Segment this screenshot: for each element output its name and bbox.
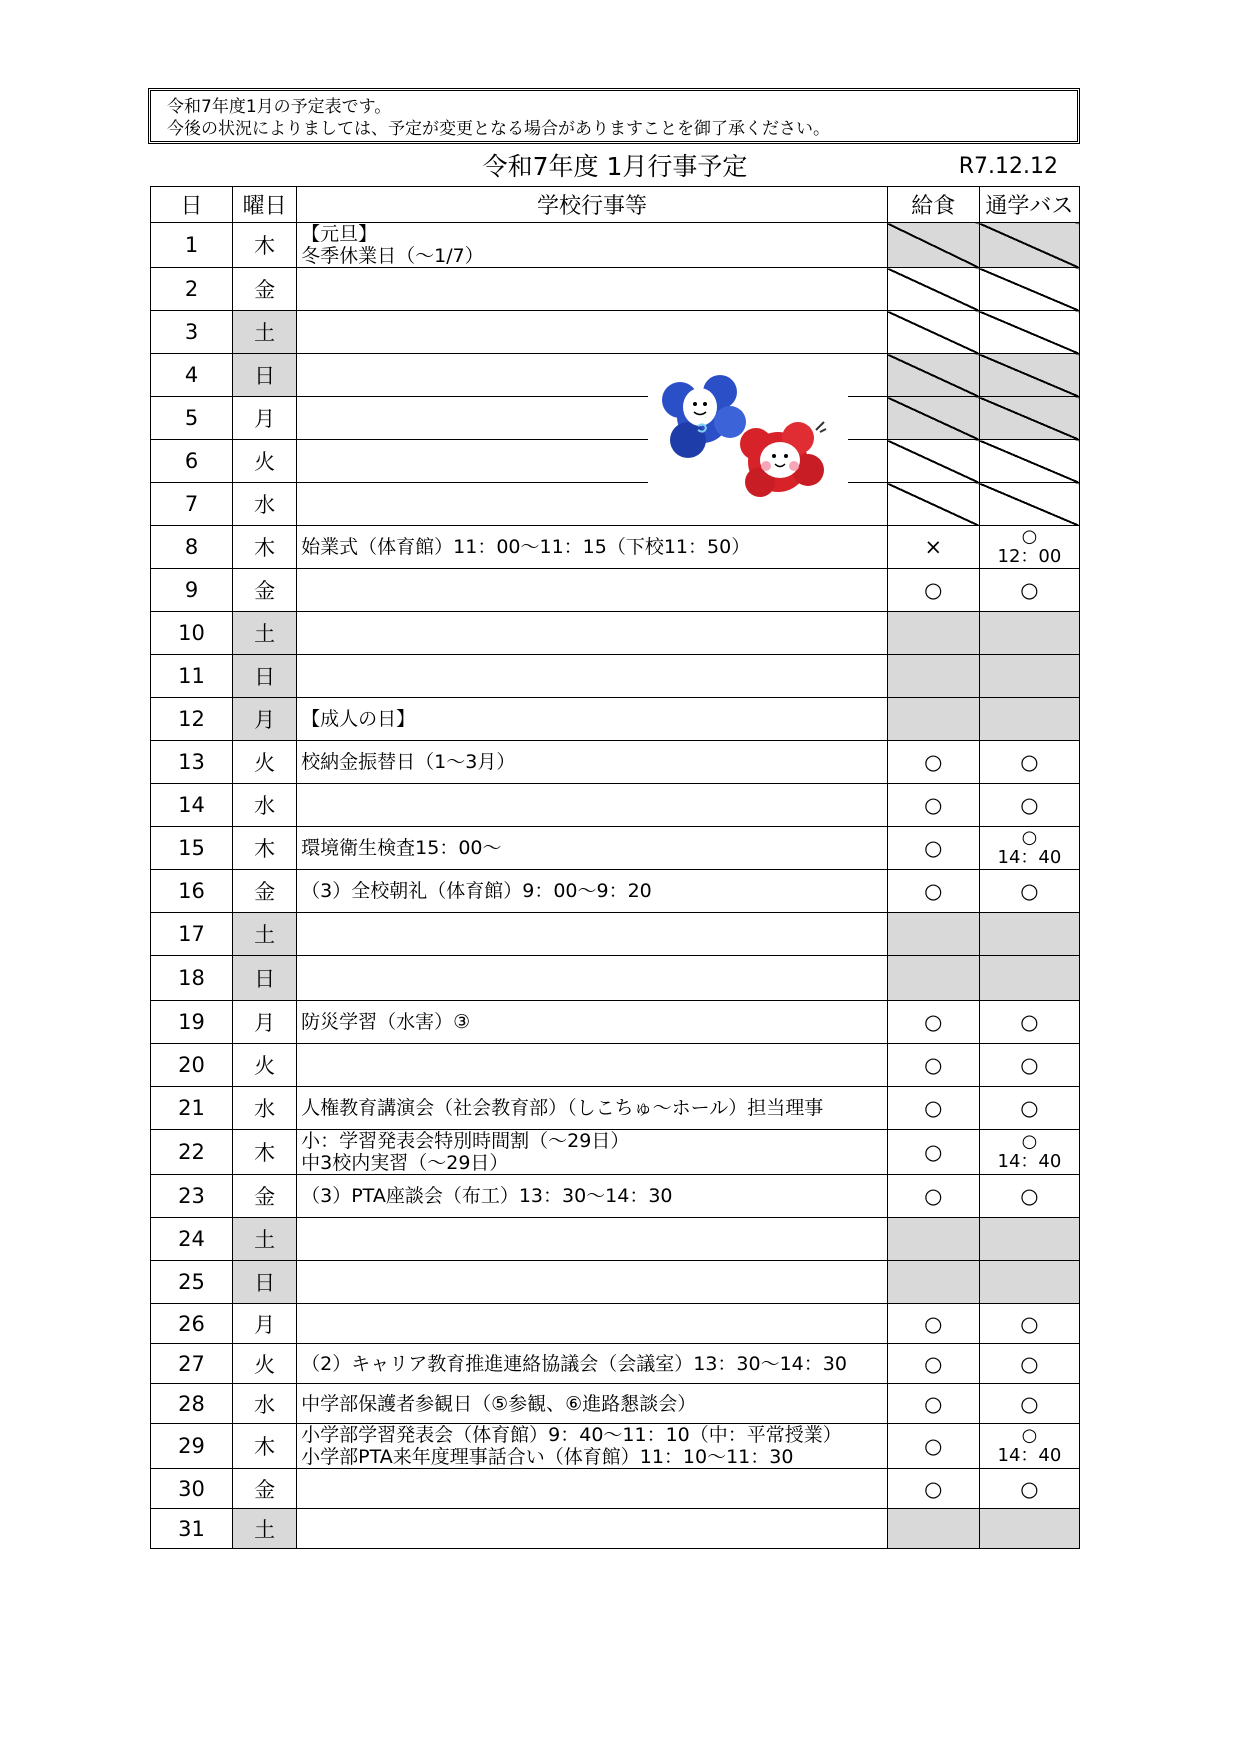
table-row bbox=[151, 526, 1080, 569]
event-cell bbox=[297, 741, 888, 784]
lunch-cell: ○ bbox=[887, 827, 979, 870]
weekday-cell: 水 bbox=[233, 483, 297, 526]
table-row bbox=[151, 612, 1080, 655]
event-line: 防災学習（水害）③ bbox=[301, 1011, 471, 1033]
lunch-cell bbox=[887, 354, 979, 397]
day-cell: 6 bbox=[151, 440, 233, 483]
weekday-cell: 日 bbox=[233, 956, 297, 1001]
table-row bbox=[151, 1130, 1080, 1175]
bus-cell bbox=[979, 1424, 1079, 1469]
lunch-cell bbox=[887, 655, 979, 698]
table-row bbox=[151, 1304, 1080, 1344]
bus-mark: ○ bbox=[1020, 1391, 1039, 1416]
event-line: 冬季休業日（～1/7） bbox=[301, 245, 484, 267]
bus-time: 12：00 bbox=[997, 546, 1062, 567]
header-row bbox=[151, 187, 1080, 223]
table-row bbox=[151, 1218, 1080, 1261]
day-cell: 18 bbox=[151, 956, 233, 1001]
lunch-cell bbox=[887, 440, 979, 483]
lunch-cell bbox=[887, 1509, 979, 1549]
issue-date: R7.12.12 bbox=[958, 154, 1058, 179]
day-cell: 12 bbox=[151, 698, 233, 741]
table-row bbox=[151, 268, 1080, 311]
bus-cell bbox=[979, 311, 1079, 354]
day-cell: 4 bbox=[151, 354, 233, 397]
weekday-cell: 土 bbox=[233, 612, 297, 655]
event-cell bbox=[297, 1261, 888, 1304]
bus-cell bbox=[979, 1001, 1079, 1044]
table-row bbox=[151, 1384, 1080, 1424]
lunch-cell bbox=[887, 223, 979, 268]
event-line: （2）キャリア教育推進連絡協議会（会議室）13：30～14：30 bbox=[301, 1352, 847, 1375]
weekday-cell: 木 bbox=[233, 1424, 297, 1469]
weekday-cell: 火 bbox=[233, 1044, 297, 1087]
weekday-cell: 土 bbox=[233, 1509, 297, 1549]
event-cell bbox=[297, 1304, 888, 1344]
lunch-cell: ○ bbox=[887, 870, 979, 913]
event-cell bbox=[297, 311, 888, 354]
bus-cell bbox=[979, 1344, 1079, 1384]
bus-mark: ○ bbox=[1020, 1184, 1039, 1208]
event-cell bbox=[297, 1424, 888, 1469]
event-line: 小：学習発表会特別時間割（～29日） bbox=[301, 1130, 630, 1152]
day-cell: 2 bbox=[151, 268, 233, 311]
weekday-cell: 土 bbox=[233, 913, 297, 956]
weekday-cell: 土 bbox=[233, 311, 297, 354]
event-cell bbox=[297, 223, 888, 268]
table-row bbox=[151, 483, 1080, 526]
event-cell bbox=[297, 1130, 888, 1175]
lunch-cell: ○ bbox=[887, 1001, 979, 1044]
lunch-cell: ○ bbox=[887, 1087, 979, 1130]
event-cell bbox=[297, 1218, 888, 1261]
notice-line-1: 令和7年度1月の予定表です。 bbox=[167, 97, 392, 117]
table-row bbox=[151, 1087, 1080, 1130]
col-bus: 通学バス bbox=[979, 187, 1079, 223]
bus-mark: ○ bbox=[1020, 1311, 1039, 1336]
weekday-cell: 金 bbox=[233, 1175, 297, 1218]
event-line: 中3校内実習（～29日） bbox=[301, 1152, 509, 1174]
event-line: （3）PTA座談会（布工）13：30～14：30 bbox=[301, 1185, 673, 1207]
day-cell: 27 bbox=[151, 1344, 233, 1384]
table-row bbox=[151, 1344, 1080, 1384]
bus-cell bbox=[979, 784, 1079, 827]
table-row bbox=[151, 354, 1080, 397]
event-cell bbox=[297, 268, 888, 311]
weekday-cell: 土 bbox=[233, 1218, 297, 1261]
table-row bbox=[151, 440, 1080, 483]
table-row bbox=[151, 1044, 1080, 1087]
table-row bbox=[151, 1261, 1080, 1304]
weekday-cell: 月 bbox=[233, 698, 297, 741]
weekday-cell: 木 bbox=[233, 1130, 297, 1175]
day-cell: 31 bbox=[151, 1509, 233, 1549]
day-cell: 25 bbox=[151, 1261, 233, 1304]
table-row bbox=[151, 956, 1080, 1001]
bus-time: 14：40 bbox=[997, 1151, 1062, 1172]
table-row bbox=[151, 913, 1080, 956]
day-cell: 5 bbox=[151, 397, 233, 440]
weekday-cell: 日 bbox=[233, 354, 297, 397]
event-cell bbox=[297, 1509, 888, 1549]
notice-line-2: 今後の状況によりましては、予定が変更となる場合がありますことを御了承ください。 bbox=[167, 119, 830, 139]
weekday-cell: 日 bbox=[233, 1261, 297, 1304]
event-cell bbox=[297, 1087, 888, 1130]
day-cell: 11 bbox=[151, 655, 233, 698]
lunch-cell: ○ bbox=[887, 1304, 979, 1344]
table-row bbox=[151, 569, 1080, 612]
event-cell bbox=[297, 655, 888, 698]
table-row bbox=[151, 1424, 1080, 1469]
lunch-cell: × bbox=[887, 526, 979, 569]
notice-box bbox=[148, 88, 1080, 144]
event-cell bbox=[297, 1001, 888, 1044]
bus-mark: ○ bbox=[1021, 1131, 1038, 1152]
weekday-cell: 金 bbox=[233, 1469, 297, 1509]
lunch-cell bbox=[887, 612, 979, 655]
day-cell: 9 bbox=[151, 569, 233, 612]
event-line: 人権教育講演会（社会教育部）（しこちゅ～ホール）担当理事 bbox=[301, 1097, 824, 1119]
bus-cell bbox=[979, 655, 1079, 698]
bus-cell bbox=[979, 1175, 1079, 1218]
bus-cell bbox=[979, 698, 1079, 741]
weekday-cell: 水 bbox=[233, 1087, 297, 1130]
event-cell bbox=[297, 956, 888, 1001]
event-cell bbox=[297, 870, 888, 913]
day-cell: 1 bbox=[151, 223, 233, 268]
lunch-cell bbox=[887, 1261, 979, 1304]
day-cell: 30 bbox=[151, 1469, 233, 1509]
event-line: （3）全校朝礼（体育館）9：00～9：20 bbox=[301, 880, 652, 902]
bus-time: 14：40 bbox=[997, 1445, 1062, 1466]
weekday-cell: 金 bbox=[233, 268, 297, 311]
lunch-cell: ○ bbox=[887, 1469, 979, 1509]
lunch-cell: ○ bbox=[887, 741, 979, 784]
day-cell: 23 bbox=[151, 1175, 233, 1218]
weekday-cell: 火 bbox=[233, 1344, 297, 1384]
weekday-cell: 木 bbox=[233, 223, 297, 268]
bus-cell bbox=[979, 870, 1079, 913]
bus-time: 14：40 bbox=[997, 847, 1062, 868]
day-cell: 28 bbox=[151, 1384, 233, 1424]
lunch-cell: ○ bbox=[887, 569, 979, 612]
table-row bbox=[151, 311, 1080, 354]
bus-cell bbox=[979, 1469, 1079, 1509]
red-flower-mascot bbox=[740, 422, 826, 497]
bus-mark: ○ bbox=[1020, 1053, 1039, 1077]
lunch-cell: ○ bbox=[887, 1175, 979, 1218]
lunch-cell: ○ bbox=[887, 1044, 979, 1087]
bus-cell bbox=[979, 741, 1079, 784]
bus-mark: ○ bbox=[1020, 1096, 1039, 1120]
bus-cell bbox=[979, 354, 1079, 397]
event-cell bbox=[297, 1469, 888, 1509]
col-weekday: 曜日 bbox=[233, 187, 297, 223]
event-cell bbox=[297, 784, 888, 827]
day-cell: 21 bbox=[151, 1087, 233, 1130]
bus-mark: ○ bbox=[1020, 879, 1039, 903]
table-row bbox=[151, 698, 1080, 741]
event-line: 校納金振替日（1～3月） bbox=[301, 751, 516, 773]
col-day: 日 bbox=[151, 187, 233, 223]
event-cell bbox=[297, 526, 888, 569]
bus-mark: ○ bbox=[1020, 1351, 1039, 1376]
event-cell bbox=[297, 569, 888, 612]
day-cell: 19 bbox=[151, 1001, 233, 1044]
table-row bbox=[151, 223, 1080, 268]
bus-cell bbox=[979, 1509, 1079, 1549]
table-row bbox=[151, 397, 1080, 440]
day-cell: 3 bbox=[151, 311, 233, 354]
bus-cell bbox=[979, 268, 1079, 311]
day-cell: 22 bbox=[151, 1130, 233, 1175]
weekday-cell: 月 bbox=[233, 1304, 297, 1344]
event-cell bbox=[297, 1044, 888, 1087]
event-cell bbox=[297, 827, 888, 870]
bus-cell bbox=[979, 612, 1079, 655]
lunch-cell bbox=[887, 1218, 979, 1261]
bus-cell bbox=[979, 483, 1079, 526]
day-cell: 16 bbox=[151, 870, 233, 913]
event-cell bbox=[297, 1384, 888, 1424]
table-row bbox=[151, 1001, 1080, 1044]
lunch-cell bbox=[887, 483, 979, 526]
weekday-cell: 月 bbox=[233, 1001, 297, 1044]
bus-cell bbox=[979, 526, 1079, 569]
bus-mark: ○ bbox=[1020, 793, 1039, 817]
weekday-cell: 金 bbox=[233, 569, 297, 612]
bus-mark: ○ bbox=[1021, 827, 1038, 848]
bus-mark: ○ bbox=[1021, 526, 1038, 547]
event-cell bbox=[297, 698, 888, 741]
event-line: 【元旦】 bbox=[301, 223, 378, 245]
table-row bbox=[151, 870, 1080, 913]
table-row bbox=[151, 784, 1080, 827]
lunch-cell bbox=[887, 397, 979, 440]
day-cell: 17 bbox=[151, 913, 233, 956]
table-row bbox=[151, 1175, 1080, 1218]
bus-cell bbox=[979, 913, 1079, 956]
bus-mark: ○ bbox=[1021, 1425, 1038, 1446]
weekday-cell: 金 bbox=[233, 870, 297, 913]
weekday-cell: 火 bbox=[233, 741, 297, 784]
schedule-table bbox=[150, 186, 1080, 1549]
bus-cell bbox=[979, 1044, 1079, 1087]
lunch-cell: ○ bbox=[887, 1424, 979, 1469]
lunch-cell: ○ bbox=[887, 1344, 979, 1384]
event-line: 始業式（体育館）11：00～11：15（下校11：50） bbox=[301, 536, 751, 558]
bus-cell bbox=[979, 569, 1079, 612]
event-line: 小学部PTA来年度理事話合い（体育館）11：10～11：30 bbox=[301, 1446, 794, 1468]
weekday-cell: 水 bbox=[233, 784, 297, 827]
day-cell: 10 bbox=[151, 612, 233, 655]
table-row bbox=[151, 655, 1080, 698]
page-title: 令和7年度 1月行事予定 bbox=[482, 152, 748, 181]
table-row bbox=[151, 827, 1080, 870]
bus-cell bbox=[979, 956, 1079, 1001]
day-cell: 8 bbox=[151, 526, 233, 569]
event-cell bbox=[297, 913, 888, 956]
col-events: 学校行事等 bbox=[297, 187, 888, 223]
bus-cell bbox=[979, 440, 1079, 483]
bus-cell bbox=[979, 223, 1079, 268]
event-line: 小学部学習発表会（体育館）9：40～11：10（中：平常授業） bbox=[301, 1424, 842, 1446]
bus-mark: ○ bbox=[1020, 750, 1039, 774]
day-cell: 14 bbox=[151, 784, 233, 827]
bus-cell bbox=[979, 1130, 1079, 1175]
title-bar bbox=[150, 150, 1080, 184]
lunch-cell bbox=[887, 698, 979, 741]
bus-cell bbox=[979, 1384, 1079, 1424]
blue-flower-mascot bbox=[662, 375, 746, 458]
event-cell bbox=[297, 1344, 888, 1384]
mascot-illustration bbox=[648, 362, 848, 512]
weekday-cell: 月 bbox=[233, 397, 297, 440]
lunch-cell: ○ bbox=[887, 784, 979, 827]
lunch-cell bbox=[887, 956, 979, 1001]
bus-cell bbox=[979, 827, 1079, 870]
bus-mark: ○ bbox=[1020, 1476, 1039, 1501]
event-line: 環境衛生検査15：00～ bbox=[301, 837, 502, 859]
weekday-cell: 日 bbox=[233, 655, 297, 698]
bus-cell bbox=[979, 1261, 1079, 1304]
lunch-cell: ○ bbox=[887, 1384, 979, 1424]
day-cell: 20 bbox=[151, 1044, 233, 1087]
table-row bbox=[151, 1469, 1080, 1509]
bus-cell bbox=[979, 1304, 1079, 1344]
event-line: 中学部保護者参観日（⑤参観、⑥進路懇談会） bbox=[301, 1392, 697, 1415]
lunch-cell bbox=[887, 311, 979, 354]
day-cell: 29 bbox=[151, 1424, 233, 1469]
day-cell: 15 bbox=[151, 827, 233, 870]
table-row bbox=[151, 741, 1080, 784]
event-cell bbox=[297, 612, 888, 655]
weekday-cell: 木 bbox=[233, 526, 297, 569]
bus-cell bbox=[979, 1218, 1079, 1261]
lunch-cell bbox=[887, 268, 979, 311]
event-cell bbox=[297, 1175, 888, 1218]
day-cell: 13 bbox=[151, 741, 233, 784]
event-line: 【成人の日】 bbox=[301, 708, 416, 730]
bus-cell bbox=[979, 397, 1079, 440]
col-lunch: 給食 bbox=[887, 187, 979, 223]
weekday-cell: 火 bbox=[233, 440, 297, 483]
table-row bbox=[151, 1509, 1080, 1549]
weekday-cell: 木 bbox=[233, 827, 297, 870]
day-cell: 24 bbox=[151, 1218, 233, 1261]
bus-cell bbox=[979, 1087, 1079, 1130]
day-cell: 7 bbox=[151, 483, 233, 526]
weekday-cell: 水 bbox=[233, 1384, 297, 1424]
bus-mark: ○ bbox=[1020, 1010, 1039, 1034]
bus-mark: ○ bbox=[1020, 578, 1039, 602]
lunch-cell: ○ bbox=[887, 1130, 979, 1175]
lunch-cell bbox=[887, 913, 979, 956]
day-cell: 26 bbox=[151, 1304, 233, 1344]
